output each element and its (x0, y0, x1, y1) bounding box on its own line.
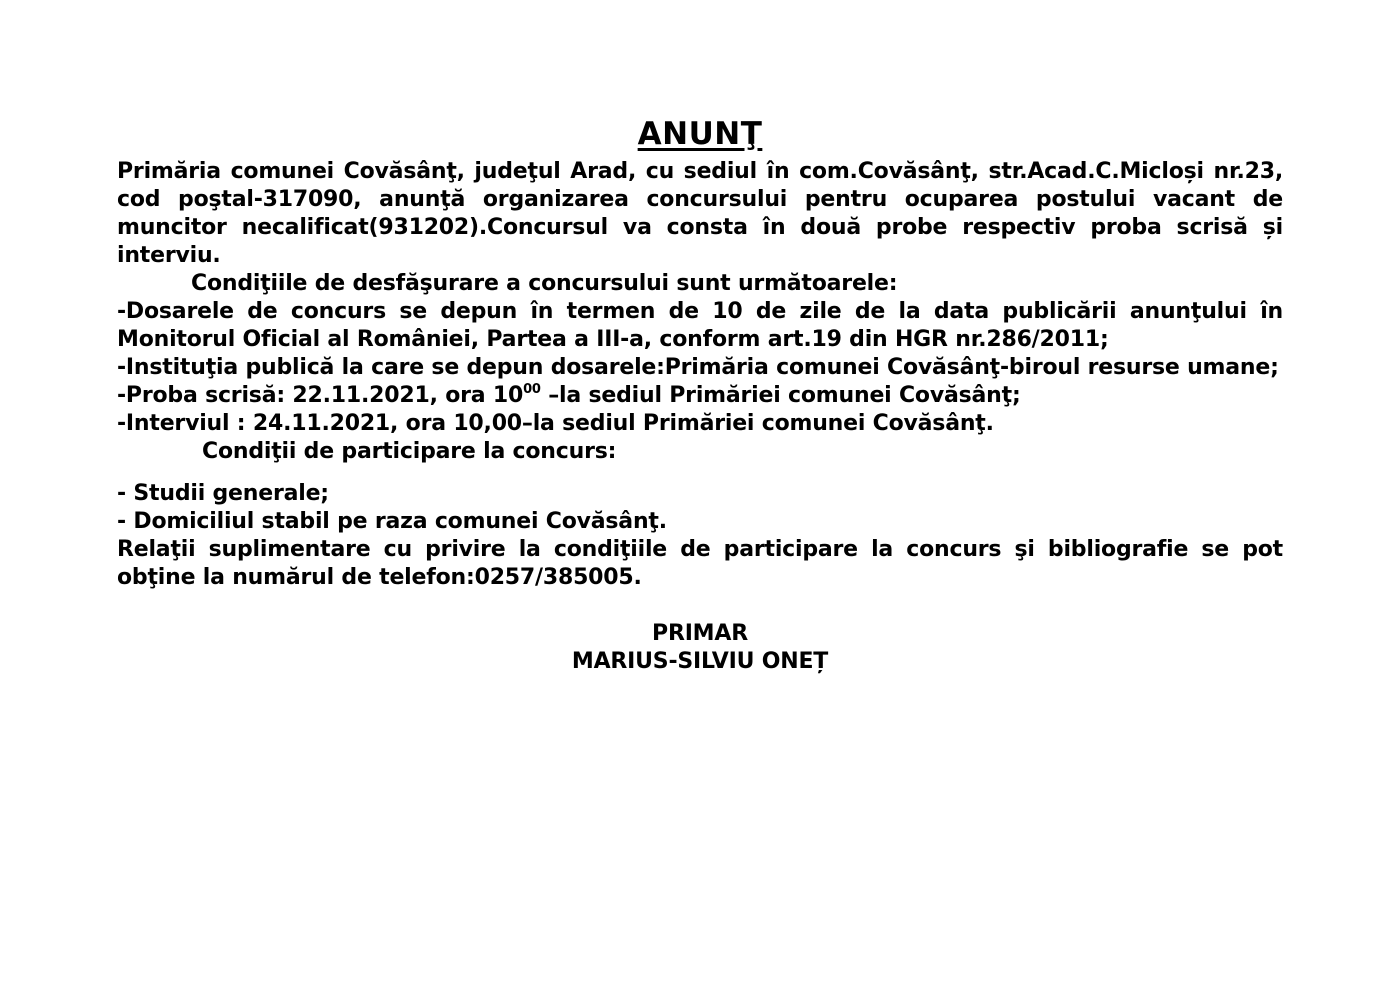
intro-paragraph: Primăria comunei Covăsânţ, judeţul Arad, cu sediul în com.Covăsânţ, str.Acad.C.Micloși nr.23, cod poştal-317090, anunţă organizarea concursului pentru ocuparea postului vacant de muncitor necalificat(931202).Concursul va consta în două probe respectiv proba scrisă și interviu. (117, 159, 1283, 268)
requirement-domicile: - Domiciliul stabil pe raza comunei Covăsânţ. (117, 509, 667, 534)
signature-role: PRIMAR (652, 621, 748, 646)
conditions-heading: Condiţiile de desfăşurare a concursului sunt următoarele: (191, 271, 898, 296)
list-item-written-test (117, 382, 1283, 410)
contact-paragraph: Relaţii suplimentare cu privire la condiţiile de participare la concurs şi bibliografie se pot obţine la numărul de telefon:0257/385005. (117, 537, 1283, 590)
document-title (117, 110, 1283, 158)
participation-heading: Condiţii de participare la concurs: (202, 439, 617, 464)
list-item-dossiers: -Dosarele de concurs se depun în termen de 10 de zile de la data publicării anunţului în Monitorul Oficial al României, Partea a III-a, conform art.19 din HGR nr.286/2011; (117, 299, 1283, 352)
list-item-interview: -Interviul : 24.11.2021, ora 10,00–la sediul Primăriei comunei Covăsânţ. (117, 411, 994, 436)
signature-name: MARIUS-SILVIU ONEȚ (571, 649, 829, 674)
written-test-text-suffix: –la sediul Primăriei comunei Covăsânţ; (540, 383, 1021, 408)
half-line-spacer (117, 466, 1283, 480)
written-test-hour-superscript: 00 (523, 381, 541, 397)
list-item-institution: -Instituţia publică la care se depun dosarele:Primăria comunei Covăsânţ-biroul resurse umane; (117, 355, 1279, 380)
document-body (117, 158, 1283, 676)
document-title-text: ANUNŢ (637, 116, 763, 152)
blank-line-spacer (117, 592, 1283, 620)
document-content (117, 110, 1283, 676)
requirement-studies: - Studii generale; (117, 481, 329, 506)
written-test-text-prefix: -Proba scrisă: 22.11.2021, ora 10 (117, 383, 524, 408)
